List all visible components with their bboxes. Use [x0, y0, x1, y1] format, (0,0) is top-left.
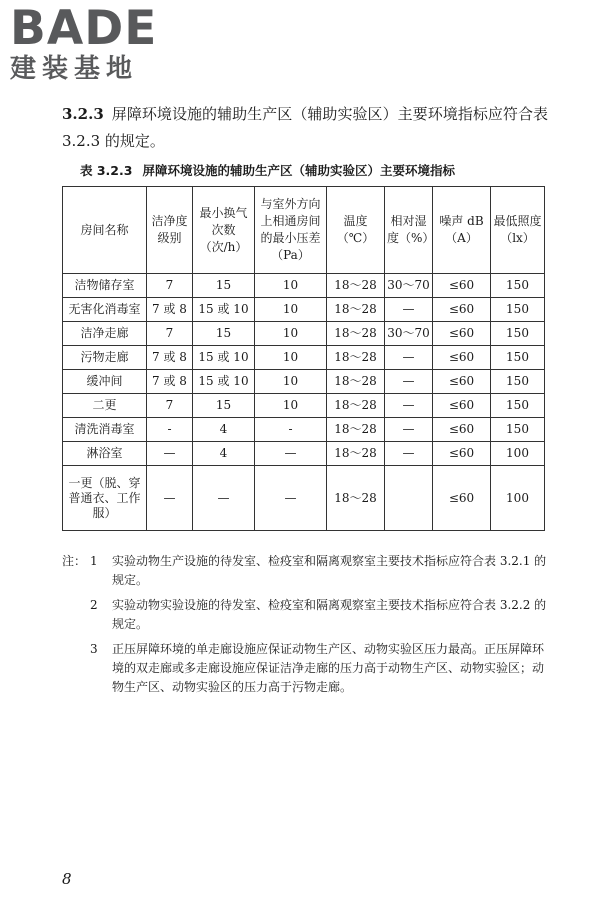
- cell-illuminance: 150: [491, 298, 545, 322]
- cell-noise: ≤60: [433, 466, 491, 531]
- cell-temperature: 18～28: [327, 466, 385, 531]
- cell-room-name: 缓冲间: [63, 370, 147, 394]
- table-caption: [80, 163, 540, 179]
- cell-noise: ≤60: [433, 442, 491, 466]
- cell-room-name: 洁净走廊: [63, 322, 147, 346]
- cell-air-changes: 4: [193, 442, 255, 466]
- cell-room-name: 无害化消毒室: [63, 298, 147, 322]
- cell-room-name: 淋浴室: [63, 442, 147, 466]
- cell-noise: ≤60: [433, 418, 491, 442]
- note-item: [62, 596, 548, 634]
- environment-table: [62, 186, 545, 531]
- cell-noise: ≤60: [433, 322, 491, 346]
- cell-humidity: —: [385, 346, 433, 370]
- table-title: 屏障环境设施的辅助生产区（辅助实验区）主要环境指标: [142, 163, 455, 178]
- page-number: 8: [62, 870, 72, 888]
- cell-cleanliness: —: [147, 442, 193, 466]
- cell-humidity: —: [385, 298, 433, 322]
- table-row: [63, 442, 545, 466]
- header-pressure: 与室外方向上相通房间的最小压差（Pa）: [255, 187, 327, 274]
- table-row: [63, 274, 545, 298]
- section-text: 屏障环境设施的辅助生产区（辅助实验区）主要环境指标应符合表 3.2.3 的规定。: [62, 105, 548, 150]
- cell-pressure: —: [255, 442, 327, 466]
- cell-cleanliness: —: [147, 466, 193, 531]
- cell-temperature: 18～28: [327, 442, 385, 466]
- note-number: 3: [90, 642, 98, 656]
- cell-illuminance: 150: [491, 274, 545, 298]
- table-row: [63, 322, 545, 346]
- cell-temperature: 18～28: [327, 322, 385, 346]
- note-number: 1: [90, 554, 98, 568]
- cell-humidity: 30～70: [385, 274, 433, 298]
- note-item: [62, 640, 548, 697]
- cell-temperature: 18～28: [327, 394, 385, 418]
- cell-pressure: 10: [255, 322, 327, 346]
- cell-pressure: 10: [255, 298, 327, 322]
- cell-illuminance: 150: [491, 394, 545, 418]
- cell-pressure: 10: [255, 274, 327, 298]
- cell-noise: ≤60: [433, 394, 491, 418]
- cell-room-name: 清洗消毒室: [63, 418, 147, 442]
- cell-air-changes: 15: [193, 274, 255, 298]
- cell-cleanliness: 7: [147, 274, 193, 298]
- section-number: 3.2.3: [62, 105, 104, 123]
- section-paragraph: [62, 101, 548, 155]
- header-room-name: 房间名称: [63, 187, 147, 274]
- logo-subtitle: 建装基地: [10, 54, 139, 84]
- cell-noise: ≤60: [433, 298, 491, 322]
- header-humidity: 相对湿度（%）: [385, 187, 433, 274]
- cell-humidity: —: [385, 370, 433, 394]
- note-text: 正压屏障环境的单走廊设施应保证动物生产区、动物实验区压力最高。正压屏障环境的双走廊或多走廊设施应保证洁净走廊的压力高于动物生产区、动物实验区；动物生产区、动物实验区的压力高于污物走廊。: [112, 642, 545, 694]
- cell-humidity: [385, 466, 433, 531]
- cell-air-changes: 15: [193, 394, 255, 418]
- note-text: 实验动物生产设施的待发室、检疫室和隔离观察室主要技术指标应符合表 3.2.1 的规定。: [112, 554, 547, 587]
- cell-pressure: 10: [255, 346, 327, 370]
- table-row: [63, 370, 545, 394]
- cell-humidity: 30～70: [385, 322, 433, 346]
- note-item: [62, 552, 548, 590]
- table-row: [63, 298, 545, 322]
- header-noise: 噪声 dB（A）: [433, 187, 491, 274]
- cell-humidity: —: [385, 418, 433, 442]
- cell-air-changes: 15 或 10: [193, 298, 255, 322]
- cell-air-changes: 15 或 10: [193, 346, 255, 370]
- note-text: 实验动物实验设施的待发室、检疫室和隔离观察室主要技术指标应符合表 3.2.2 的规定。: [112, 598, 547, 631]
- cell-cleanliness: 7 或 8: [147, 370, 193, 394]
- header-temperature: 温度（℃）: [327, 187, 385, 274]
- cell-cleanliness: -: [147, 418, 193, 442]
- header-air-changes: 最小换气次数（次/h）: [193, 187, 255, 274]
- cell-noise: ≤60: [433, 346, 491, 370]
- table-row: [63, 346, 545, 370]
- cell-air-changes: 4: [193, 418, 255, 442]
- cell-humidity: —: [385, 394, 433, 418]
- cell-air-changes: 15: [193, 322, 255, 346]
- cell-temperature: 18～28: [327, 346, 385, 370]
- logo-wordmark: BADE: [10, 1, 158, 56]
- table-row: [63, 394, 545, 418]
- cell-noise: ≤60: [433, 370, 491, 394]
- cell-illuminance: 150: [491, 346, 545, 370]
- cell-room-name: 二更: [63, 394, 147, 418]
- cell-cleanliness: 7 或 8: [147, 346, 193, 370]
- cell-temperature: 18～28: [327, 274, 385, 298]
- cell-cleanliness: 7: [147, 394, 193, 418]
- table-row: [63, 418, 545, 442]
- cell-illuminance: 100: [491, 442, 545, 466]
- cell-air-changes: 15 或 10: [193, 370, 255, 394]
- cell-pressure: -: [255, 418, 327, 442]
- cell-pressure: 10: [255, 370, 327, 394]
- cell-room-name: 洁物储存室: [63, 274, 147, 298]
- cell-room-name: 污物走廊: [63, 346, 147, 370]
- cell-illuminance: 150: [491, 322, 545, 346]
- logo: [10, 1, 180, 84]
- cell-pressure: 10: [255, 394, 327, 418]
- cell-cleanliness: 7: [147, 322, 193, 346]
- cell-illuminance: 150: [491, 418, 545, 442]
- table-header-row: [63, 187, 545, 274]
- notes-label: 注：: [62, 554, 87, 568]
- header-cleanliness: 洁净度级别: [147, 187, 193, 274]
- cell-humidity: —: [385, 442, 433, 466]
- cell-temperature: 18～28: [327, 298, 385, 322]
- table-row: [63, 466, 545, 531]
- note-number: 2: [90, 598, 98, 612]
- cell-cleanliness: 7 或 8: [147, 298, 193, 322]
- cell-temperature: 18～28: [327, 418, 385, 442]
- cell-noise: ≤60: [433, 274, 491, 298]
- cell-temperature: 18～28: [327, 370, 385, 394]
- cell-pressure: —: [255, 466, 327, 531]
- cell-room-name: 一更（脱、穿普通衣、工作服）: [63, 466, 147, 531]
- table-number: 表 3.2.3: [80, 163, 133, 178]
- cell-illuminance: 100: [491, 466, 545, 531]
- cell-illuminance: 150: [491, 370, 545, 394]
- cell-air-changes: —: [193, 466, 255, 531]
- notes-section: [62, 552, 548, 703]
- header-illuminance: 最低照度（lx）: [491, 187, 545, 274]
